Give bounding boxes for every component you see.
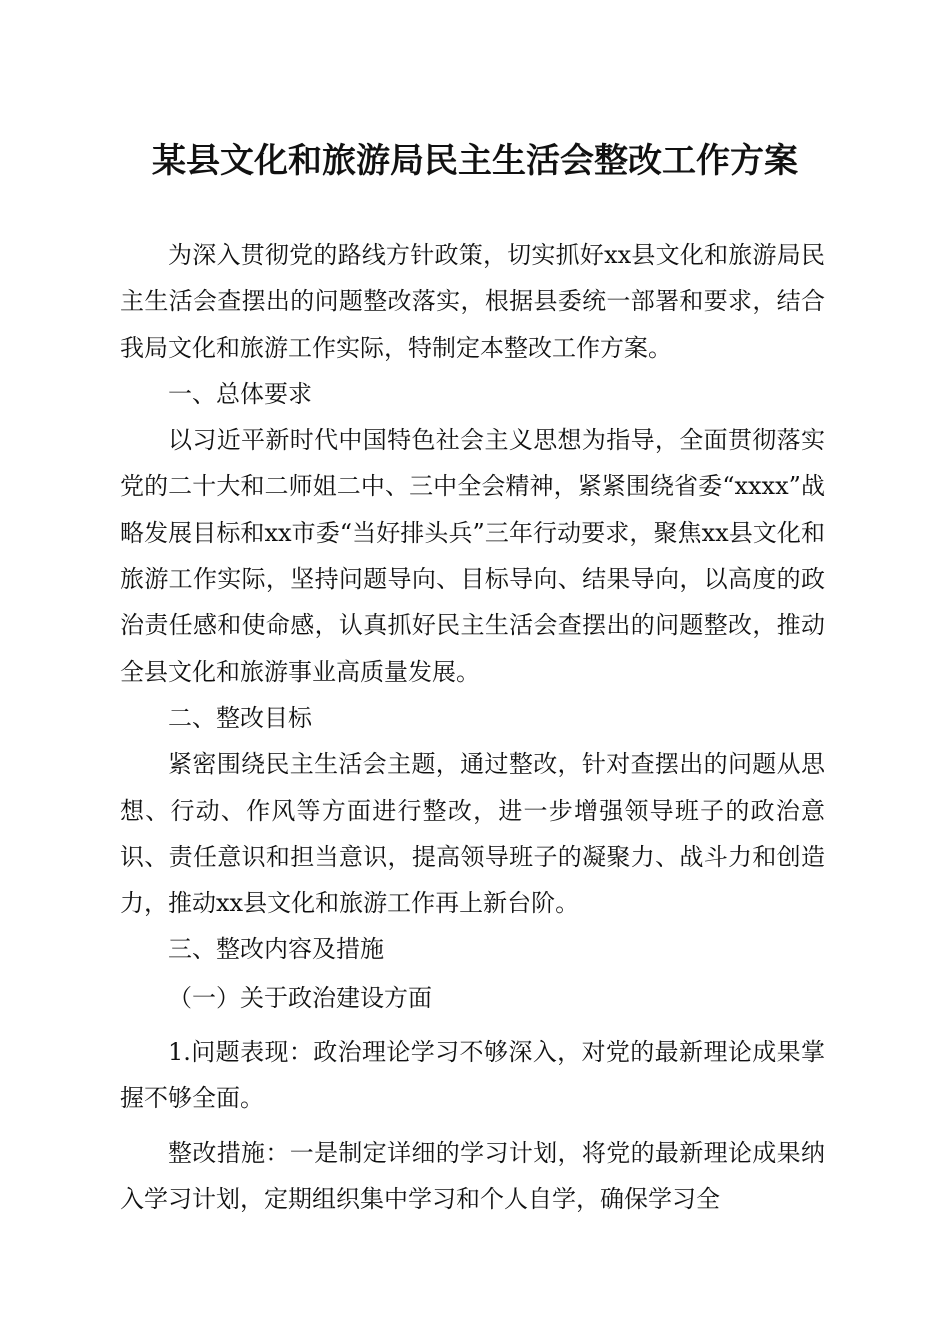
subsection-heading-political-construction: （一）关于政治建设方面 — [168, 983, 432, 1012]
item1-problem-paragraph: 1.问题表现：政治理论学习不够深入，对党的最新理论成果掌握不够全面。 — [120, 1038, 825, 1113]
section-heading-rectification-goals: 二、整改目标 — [168, 703, 312, 732]
section-heading-overall-requirements: 一、总体要求 — [168, 379, 312, 408]
document-title: 某县文化和旅游局民主生活会整改工作方案 — [152, 141, 798, 181]
document-body — [120, 232, 825, 1222]
overall-requirements-paragraph: 以习近平新时代中国特色社会主义思想为指导，全面贯彻落实党的二十大和二师姐二中、三中全会精神，紧紧围绕省委“xxxx”战略发展目标和xx市委“当好排头兵”三年行动要求，聚焦xx县文化和旅游工作实际，坚持问题导向、目标导向、结果导向，以高度的政治责任感和使命感，认真抓好民主生活会查摆出的问题整改，推动全县文化和旅游事业高质量发展。 — [120, 426, 825, 686]
section-heading-content-and-measures: 三、整改内容及措施 — [168, 935, 384, 964]
item1-measures-paragraph: 整改措施：一是制定详细的学习计划，将党的最新理论成果纳入学习计划，定期组织集中学习和个人自学，确保学习全 — [120, 1138, 825, 1213]
rectification-goals-paragraph: 紧密围绕民主生活会主题，通过整改，针对查摆出的问题从思想、行动、作风等方面进行整改，进一步增强领导班子的政治意识、责任意识和担当意识，提高领导班子的凝聚力、战斗力和创造力，推动xx县文化和旅游工作再上新台阶。 — [120, 750, 825, 918]
intro-paragraph: 为深入贯彻党的路线方针政策，切实抓好xx县文化和旅游局民主生活会查摆出的问题整改落实，根据县委统一部署和要求，结合我局文化和旅游工作实际，特制定本整改工作方案。 — [120, 241, 825, 362]
